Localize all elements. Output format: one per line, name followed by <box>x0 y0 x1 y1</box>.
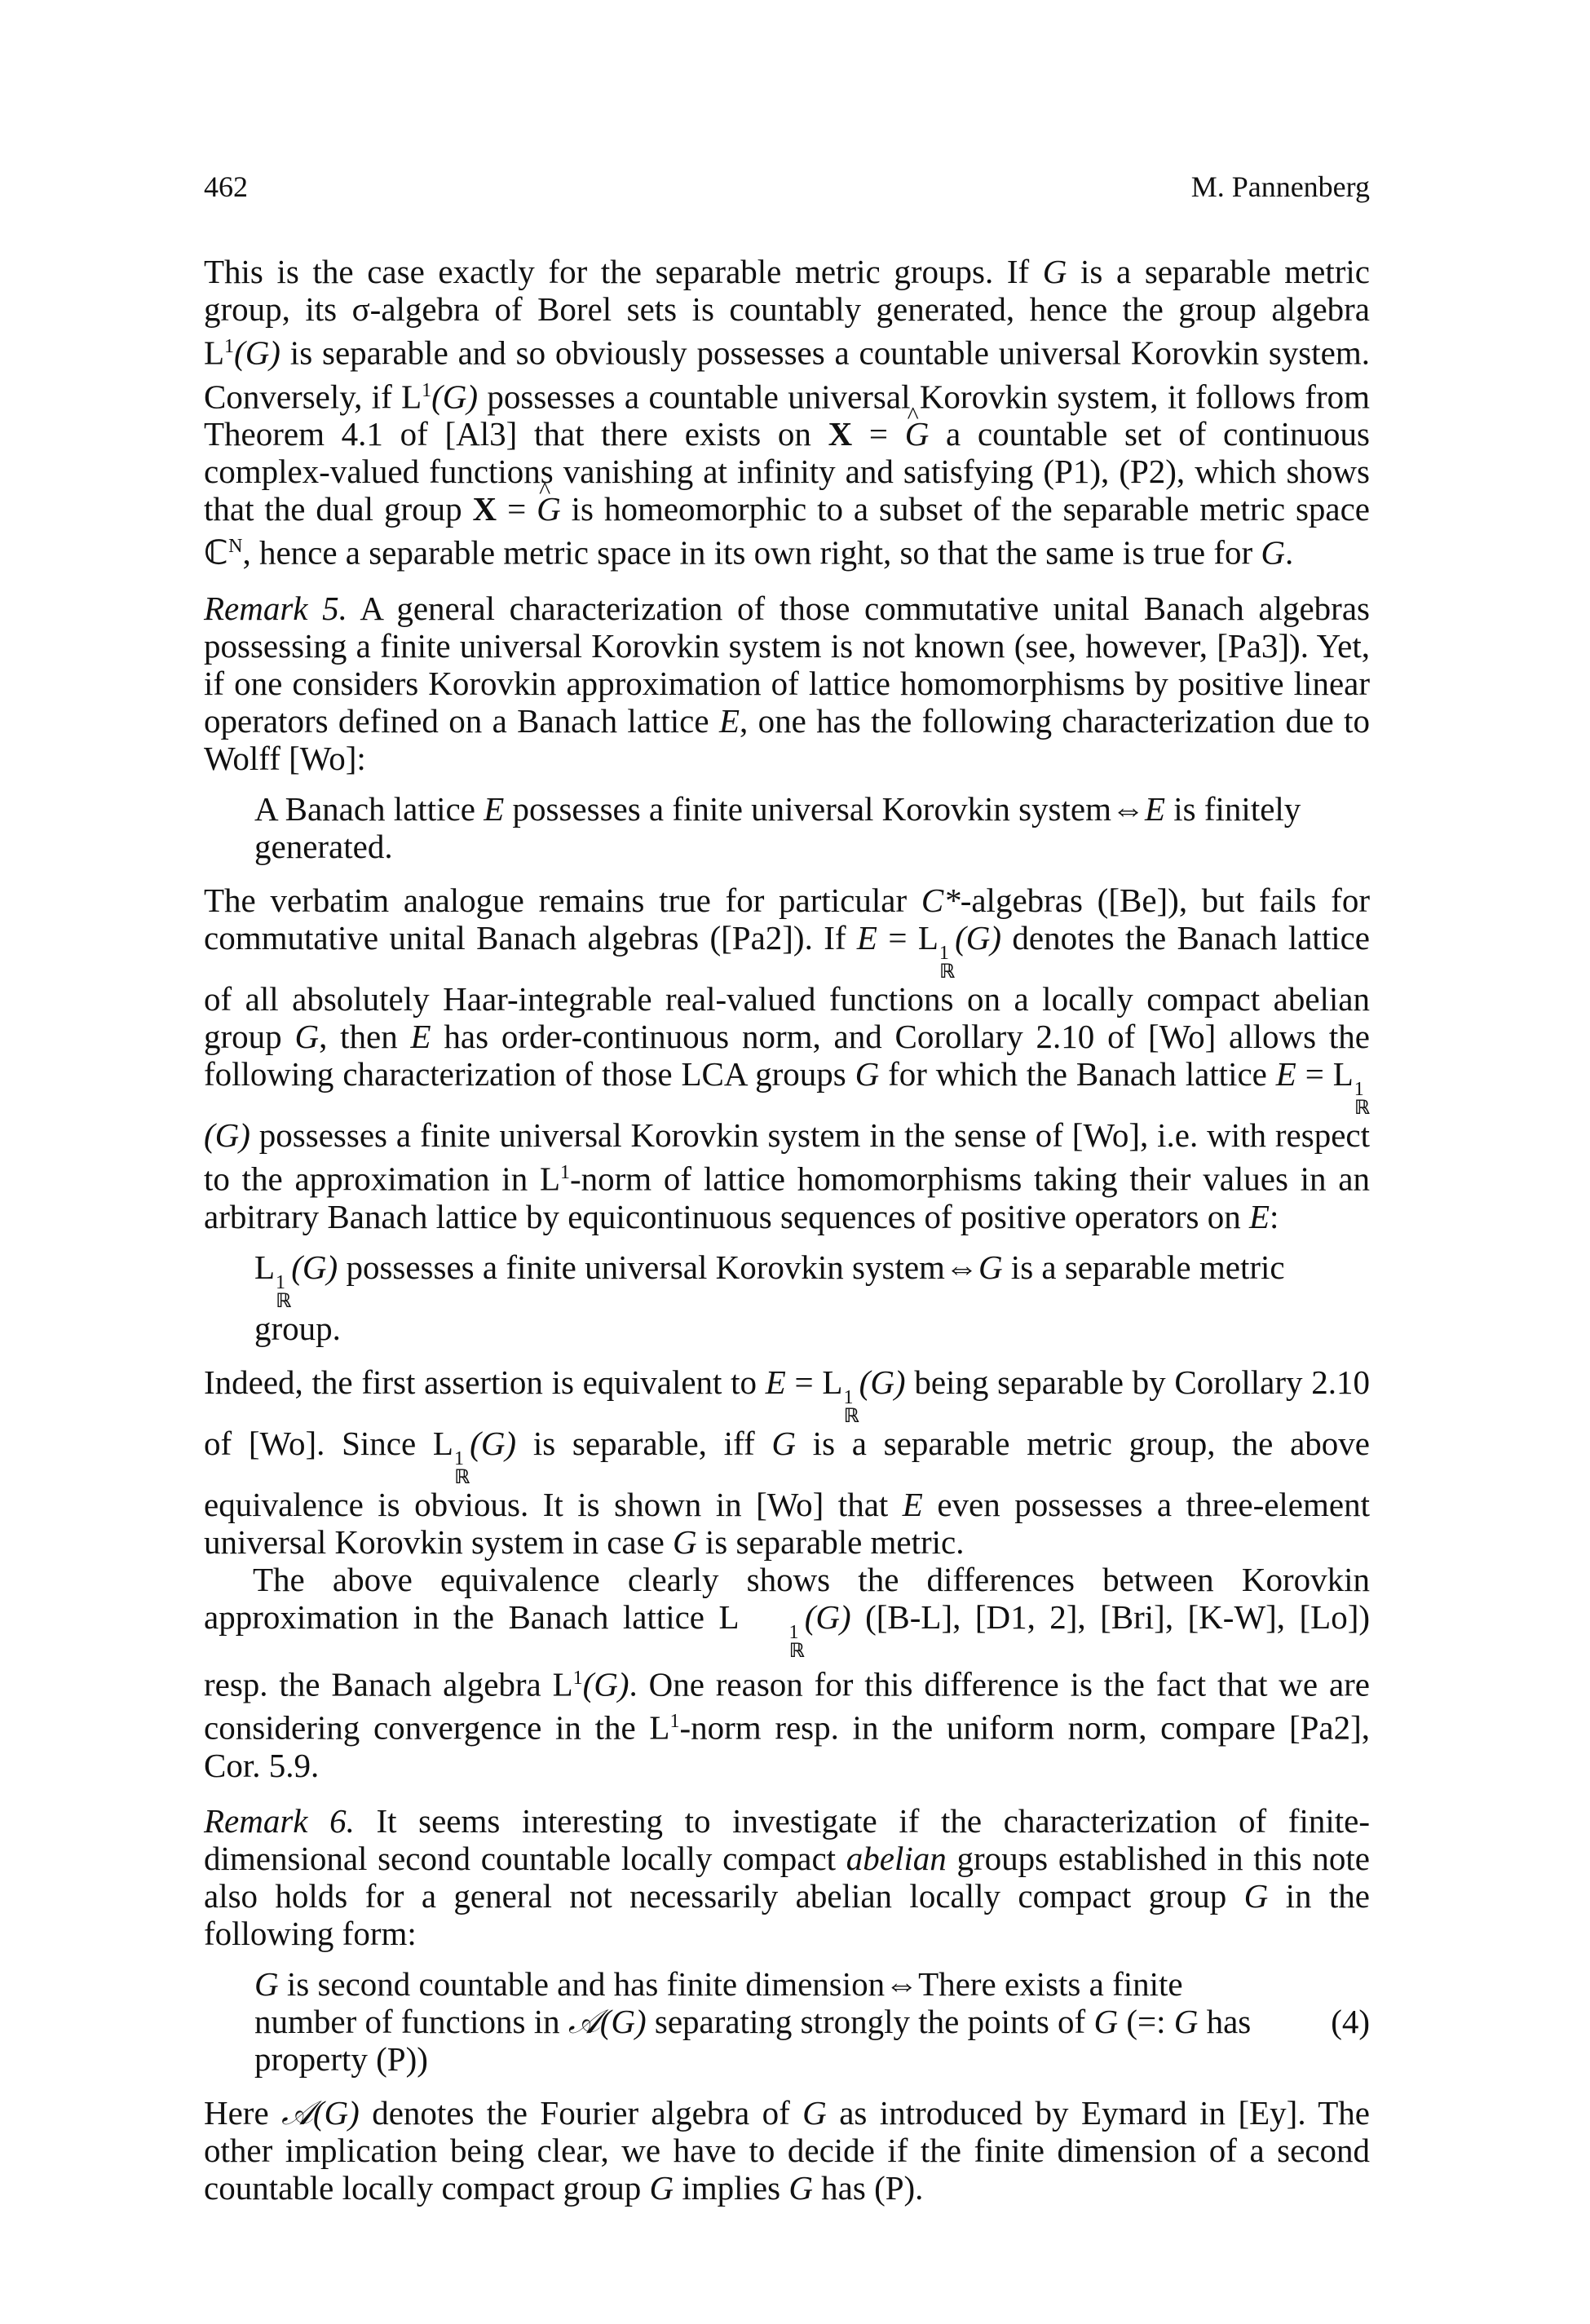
remark-5-label: Remark 5. <box>204 589 347 627</box>
display-wolff-characterization: A Banach lattice E possesses a finite universal Korovkin system⇔E is finitely generated. <box>254 789 1301 865</box>
paragraph-verbatim-analogue: The verbatim analogue remains true for particular C*-algebras ([Be]), but fails for commutative unital Banach algebras ([Pa2]). If E = L 1 ℝ (G) denotes the Banach lattice of all absolutely Haar-integrable real-valued functions on a locally compact abelian group G, then E has order-continuous norm, and Corollary 2.10 of [Wo] allows the following characterization of those LCA groups G for which the Banach lattice E = L 1 ℝ (G) possesses a finite universal Korovkin system in the sense of [Wo], i.e. with respect to the approximation in $L^1$-norm of lattice homomorphisms taking their values in an arbitrary Banach lattice by equicontinuous sequences of positive operators on E: <box>204 881 1371 1235</box>
equation-4-text: G is second countable and has finite dimension⇔There exists a finite number of functions in 𝒜(G) separating strongly the points of G (=: G has property (P)) <box>254 1964 1252 2078</box>
paragraph-fourier-algebra: Here 𝒜(G) denotes the Fourier algebra of G as introduced by Eymard in [Ey]. The other implication being clear, we have to decide if the finite dimension of a second countable locally compact group G implies G has (P). <box>204 2092 1370 2207</box>
remark-6: Remark 6. It seems interesting to investigate if the characterization of finite-dimensional second countable locally compact abelian groups established in this note also holds for a general not necessarily abelian locally compact group G in the following form: <box>204 1801 1370 1952</box>
paragraph-indeed: Indeed, the first assertion is equivalent to E = L 1 ℝ (G) being separable by Corollary 2.10 of [Wo]. Since L 1 ℝ (G) is separable, iff G is a separable metric group, the above equivalence is obvious. It is shown in [Wo] that E even possesses a three-element universal Korovkin system in case G is separable metric. <box>204 1363 1370 1561</box>
page-number: 462 <box>204 170 248 203</box>
remark-6-label: Remark 6. <box>204 1801 355 1840</box>
remark-5: Remark 5. A general characterization of those commutative unital Banach algebras possessing a finite universal Korovkin system is not known (see, however, [Pa3]). Yet, if one considers Korovkin approximation of lattice homomorphisms by positive linear operators defined on a Banach lattice E, one has the following characterization due to Wolff [Wo]: <box>204 589 1370 777</box>
page-body <box>204 253 1370 2207</box>
equation-4 <box>254 1965 1370 2078</box>
running-author: M. Pannenberg <box>1190 170 1370 203</box>
display-lca-characterization: L 1 ℝ (G) possesses a finite universal Korovkin system⇔G is a separable metric group. <box>254 1248 1285 1347</box>
paragraph-separable-metric: This is the case exactly for the separable metric groups. If G is a separable metric group, its σ-algebra of Borel sets is countably generated, hence the group algebra $L^1(G)$ is separable and so obviously possesses a countable universal Korovkin system. Conversely, if $L^1(G)$ possesses a countable universal Korovkin system, it follows from Theorem 4.1 of [Al3] that there exists on X = ^ G a countable set of continuous complex-valued functions vanishing at infinity and satisfying (P1), (P2), which shows that the dual group X = ^ G is homeomorphic to a subset of the separable metric space ℂ$^N$, hence a separable metric space in its own right, so that the same is true for G. <box>204 253 1370 572</box>
paragraph-differences: The above equivalence clearly shows the differences between Korovkin approximation in the Banach lattice L 1 ℝ (G) ([B-L], [D1, 2], [Bri], [K-W], [Lo]) resp. the Banach algebra $L^1(G)$. One reason for this difference is the fact that we are considering convergence in the $L^1$-norm resp. in the uniform norm, compare [Pa2], Cor. 5.9. <box>204 1560 1371 1784</box>
running-header <box>204 170 1370 204</box>
equation-number: (4) <box>1331 2002 1370 2040</box>
